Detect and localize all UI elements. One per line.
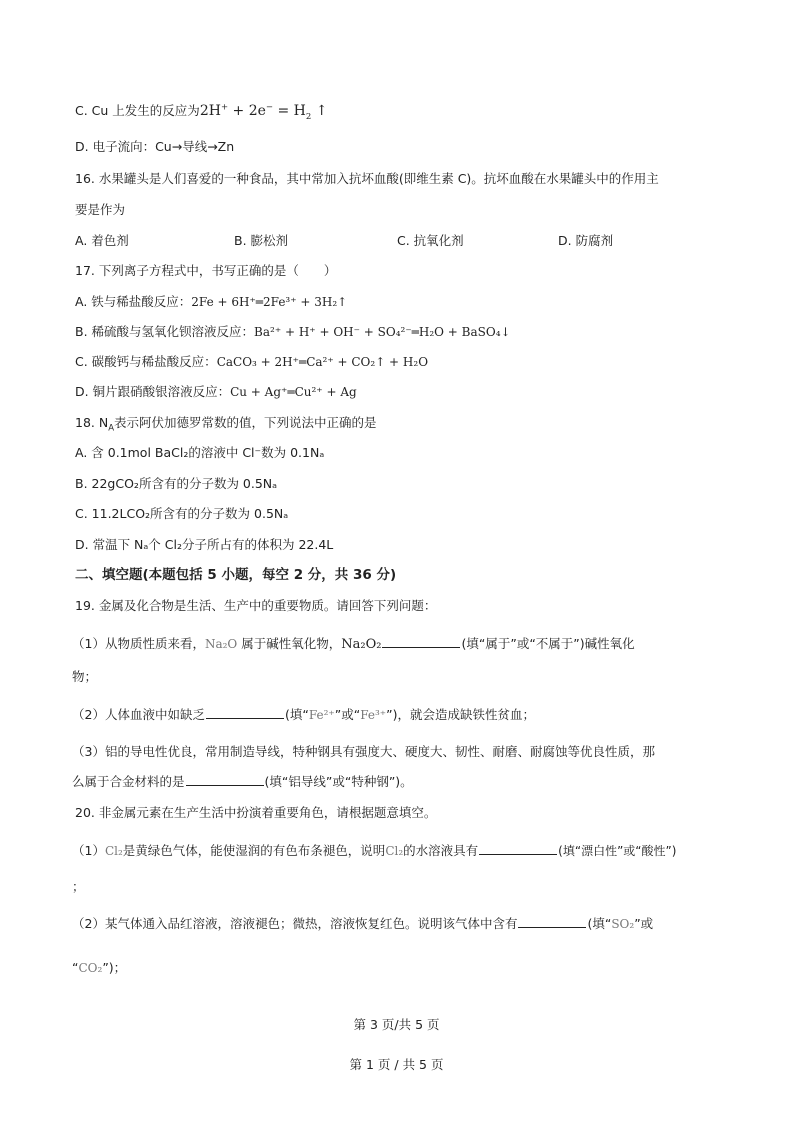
q18-option-b: B. 22gCO₂所含有的分子数为 0.5Nₐ	[75, 476, 278, 491]
q16-options	[75, 231, 725, 251]
page-number-outer: 第 1 页 / 共 5 页	[349, 1057, 444, 1072]
q17-option-a-text: A. 铁与稀盐酸反应：	[75, 294, 192, 309]
section-heading-fill-in: 二、填空题(本题包括 5 小题，每空 2 分，共 36 分)	[75, 567, 397, 583]
q17-option-a-equation: 2Fe + 6H⁺═2Fe³⁺ + 3H₂↑	[191, 295, 348, 309]
q20-blank-2[interactable]	[518, 914, 586, 928]
q20-part2-tail: “CO₂”)；	[72, 960, 127, 975]
q19-part1-tail: 物；	[72, 669, 98, 684]
q16-option-a: A. 着色剂	[75, 233, 129, 248]
q20-part1: （1）Cl₂是黄绿色气体，能使湿润的有色布条褪色，说明Cl₂的水溶液具有 (填“漂白性”或“酸性”)	[72, 843, 677, 858]
q20-cl2-formula-1: Cl₂	[104, 844, 123, 858]
q16-option-b: B. 膨松剂	[234, 233, 289, 248]
q18-option-a: A. 含 0.1mol BaCl₂的溶液中 Cl⁻数为 0.1Nₐ	[75, 445, 325, 460]
q17-option-d-text: D. 铜片跟硝酸银溶液反应：	[75, 384, 231, 399]
q18-stem: 18. $N_A$表示阿伏加德罗常数的值，下列说法中正确的是	[75, 415, 377, 434]
q19-na2o-formula: Na₂O	[204, 637, 238, 651]
q20-cl2-formula-2: Cl₂	[385, 844, 404, 858]
q20-stem: 20. 非金属元素在生产生活中扮演着重要角色，请根据题意填空。	[75, 805, 437, 820]
q18-option-c: C. 11.2LCO₂所含有的分子数为 0.5Nₐ	[75, 506, 289, 521]
q19-part3-line1: （3）铝的导电性优良，常用制造导线，特种钢具有强度大、硬度大、韧性、耐磨、耐腐蚀等优良性质，那	[72, 744, 655, 759]
q19-blank-2[interactable]	[206, 705, 284, 719]
q19-part1: （1）从物质性质来看，Na₂O 属于碱性氧化物，Na₂O₂ (填“属于”或“不属于”)碱性氧化	[72, 636, 635, 652]
q15-option-c	[75, 101, 327, 121]
q15-option-d: D. 电子流向：Cu→导线→Zn	[75, 139, 235, 154]
q17-option-d-equation: Cu + Ag⁺═Cu²⁺ + Ag	[230, 385, 357, 399]
q18-option-d: D. 常温下 Nₐ个 Cl₂分子所占有的体积为 22.4L	[75, 537, 334, 552]
q17-option-c	[75, 352, 428, 372]
q17-option-a	[75, 292, 347, 312]
q17-stem: 17. 下列离子方程式中，书写正确的是（ ）	[75, 263, 337, 278]
q19-blank-1[interactable]	[382, 634, 460, 648]
q20-part2: （2）某气体通入品红溶液，溶液褪色；微热，溶液恢复红色。说明该气体中含有 (填“SO₂”或	[72, 916, 654, 931]
q15-option-c-text: C. Cu 上发生的反应为	[75, 103, 200, 118]
q17-option-c-equation: CaCO₃ + 2H⁺═Ca²⁺ + CO₂↑ + H₂O	[216, 355, 429, 369]
q17-option-b-equation: Ba²⁺ + H⁺ + OH⁻ + SO₄²⁻═H₂O + BaSO₄↓	[254, 325, 511, 339]
q19-fe3-ion: Fe³⁺	[360, 708, 387, 722]
q19-fe2-ion: Fe²⁺	[308, 708, 335, 722]
q19-na2o2-formula: Na₂O₂	[341, 637, 382, 652]
q20-co2-formula: CO₂	[78, 961, 103, 975]
q16-option-c: C. 抗氧化剂	[397, 233, 464, 248]
q16-stem-line1: 16. 水果罐头是人们喜爱的一种食品，其中常加入抗坏血酸(即维生素 C)。抗坏血酸在水果罐头中的作用主	[75, 171, 659, 186]
q19-stem: 19. 金属及化合物是生活、生产中的重要物质。请回答下列问题：	[75, 598, 437, 613]
q20-part1-tail: ；	[72, 879, 85, 894]
q16-stem-line2: 要是作为	[75, 202, 126, 217]
q17-option-d	[75, 382, 357, 402]
q17-option-b-text: B. 稀硫酸与氢氧化钡溶液反应：	[75, 324, 255, 339]
q16-option-d: D. 防腐剂	[558, 233, 614, 248]
q19-blank-3[interactable]	[186, 772, 264, 786]
q19-part2: （2）人体血液中如缺乏 (填“Fe²⁺”或“Fe³⁺”)，就会造成缺铁性贫血；	[72, 707, 535, 722]
q17-option-c-text: C. 碳酸钙与稀盐酸反应：	[75, 354, 217, 369]
q20-so2-formula: SO₂	[611, 917, 635, 931]
q15-option-c-formula: $2H^+ + 2e^- = H_2$ ↑	[199, 102, 328, 122]
q17-option-b	[75, 322, 511, 342]
q20-blank-1[interactable]	[479, 841, 557, 855]
page-number-inner: 第 3 页/共 5 页	[353, 1017, 440, 1032]
q19-part3-line2: 么属于合金材料的是 (填“铝导线”或“特种钢”)。	[72, 774, 413, 789]
